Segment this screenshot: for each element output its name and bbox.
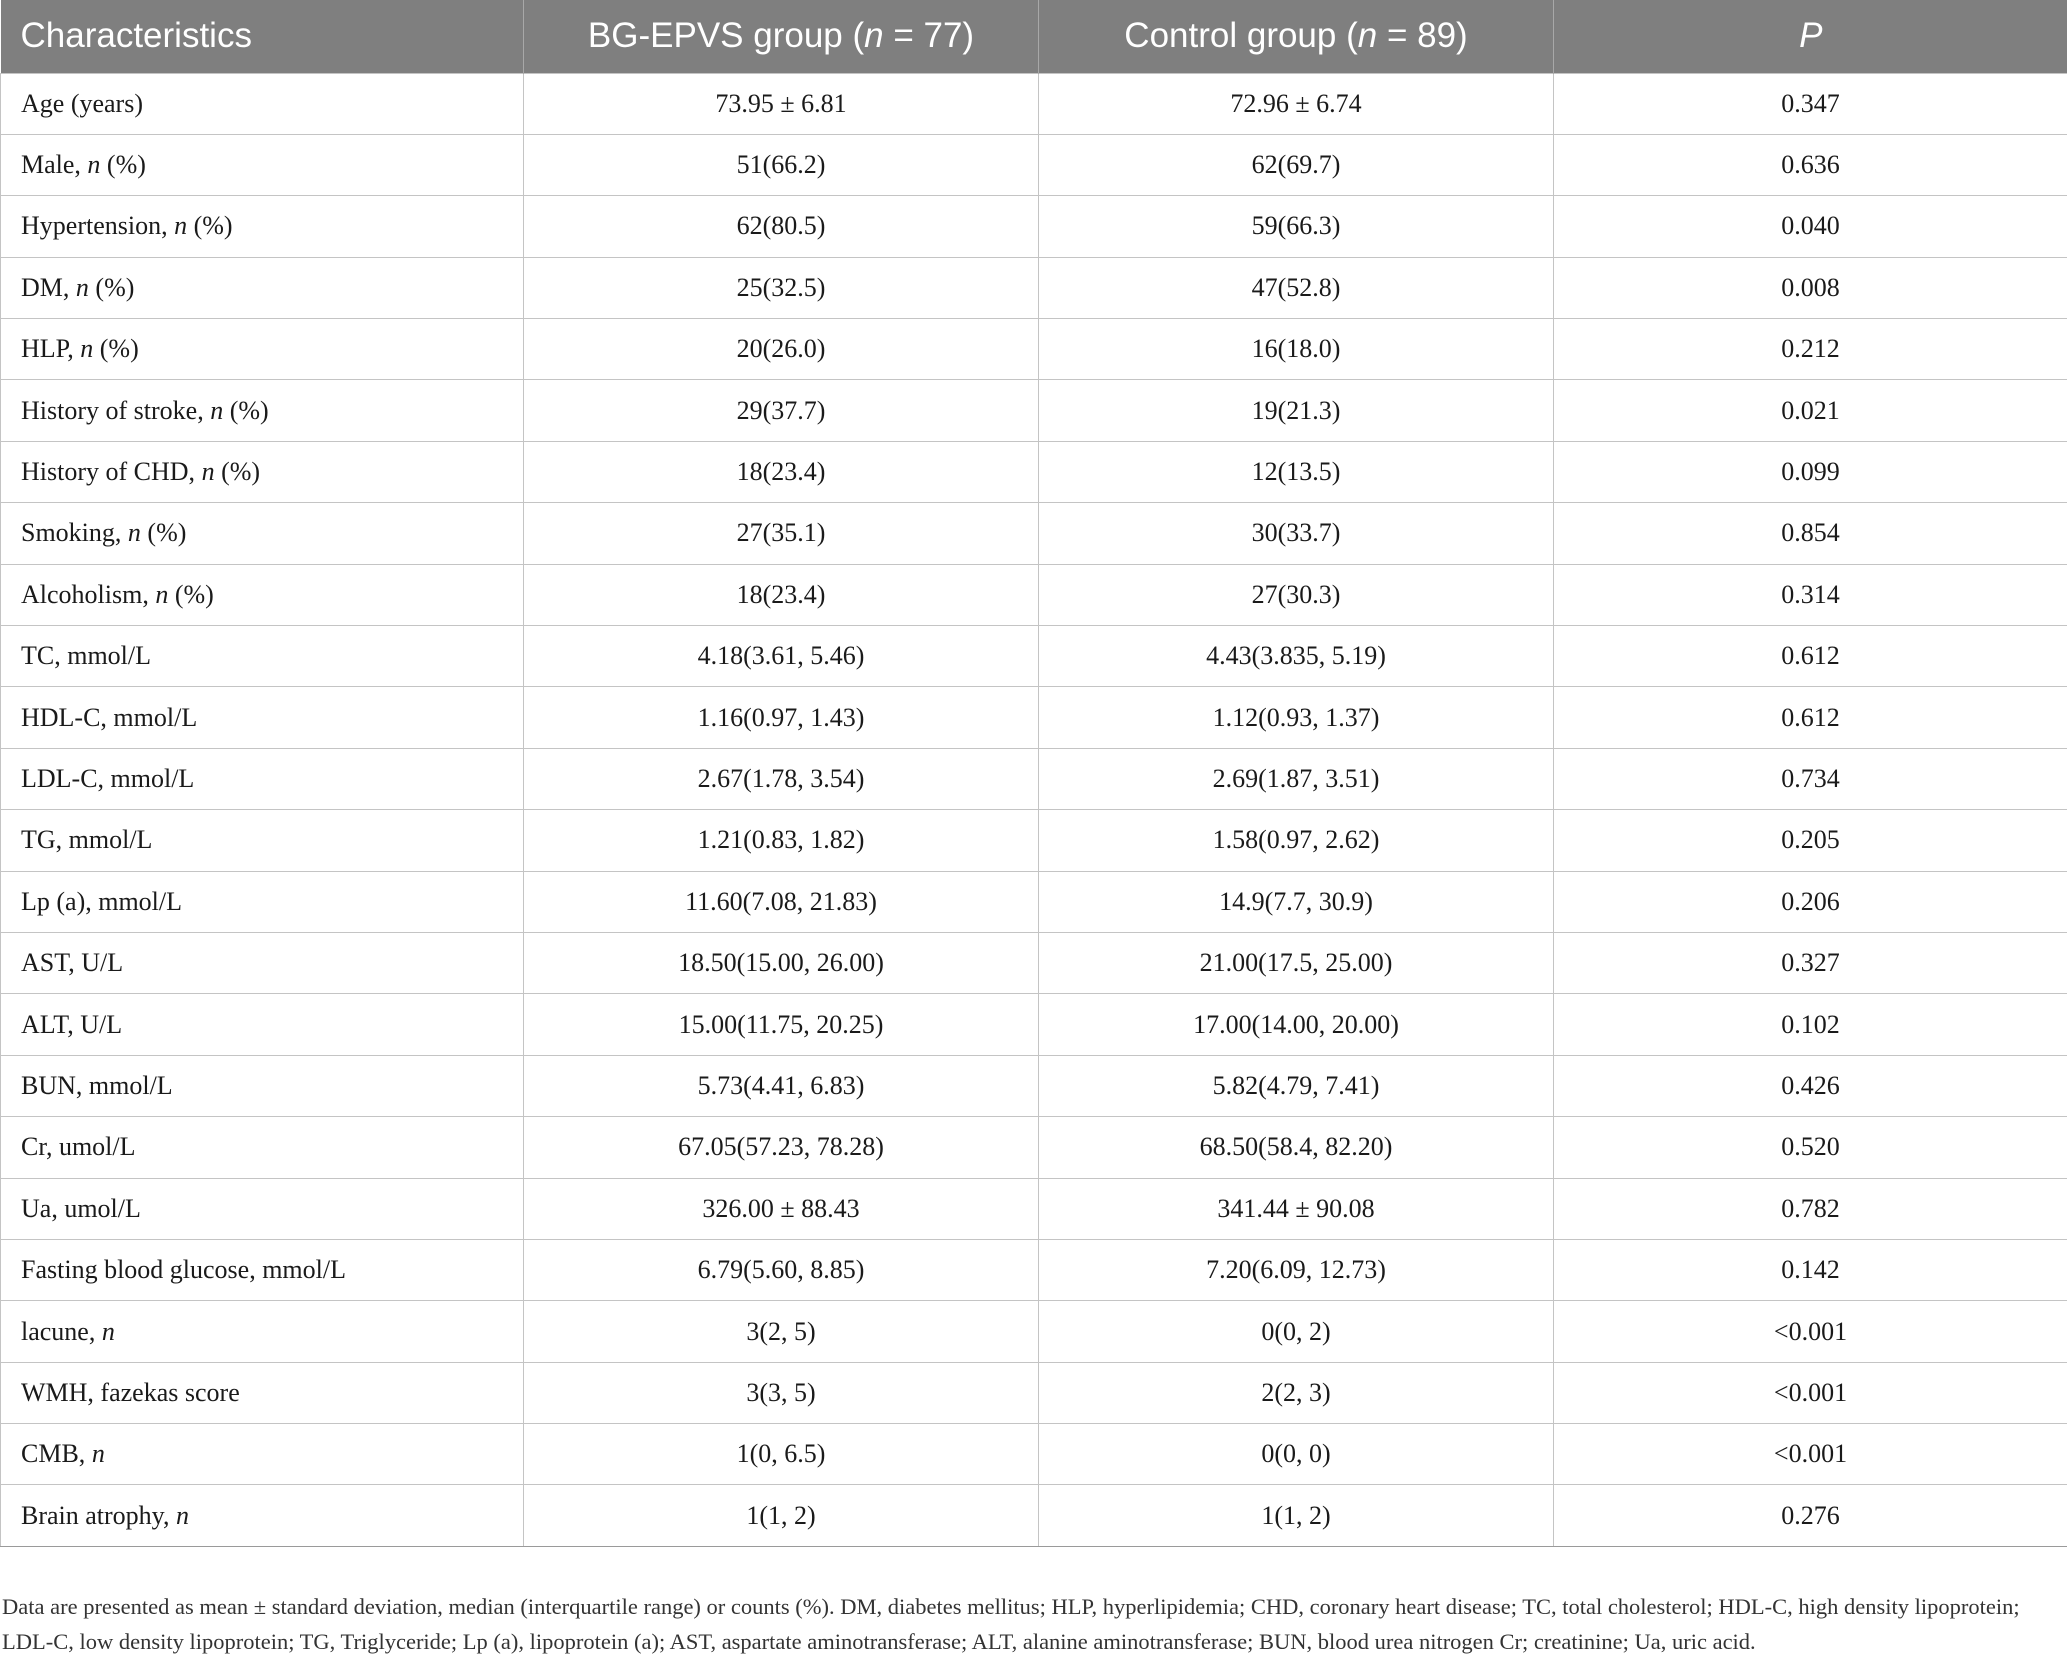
row-characteristic: Alcoholism, n (%): [1, 564, 524, 625]
row-bg-epvs-value: 25(32.5): [524, 257, 1039, 318]
table-row: [1, 134, 2067, 195]
row-control-value: 0(0, 2): [1039, 1301, 1554, 1362]
table-footnote: Data are presented as mean ± standard deviation, median (interquartile range) or counts (%). DM, diabetes mellitus; HLP, hyperlipidemia; CHD, coronary heart disease; TC, total cholesterol; HDL-C, high density lipoprotein; LDL-C, low density lipoprotein; TG, Triglyceride; Lp (a), lipoprotein (a); AST, aspartate aminotransferase; ALT, alanine aminotransferase; BUN, blood urea nitrogen Cr; creatinine; Ua, uric acid.: [2, 1594, 2020, 1654]
header-control-group: Control group (n = 89): [1039, 0, 1554, 73]
row-bg-epvs-value: 15.00(11.75, 20.25): [524, 994, 1039, 1055]
row-bg-epvs-value: 62(80.5): [524, 196, 1039, 257]
table-row: [1, 810, 2067, 871]
row-bg-epvs-value: 1(1, 2): [524, 1485, 1039, 1546]
row-p-value: 0.314: [1554, 564, 2067, 625]
row-bg-epvs-value: 51(66.2): [524, 134, 1039, 195]
row-characteristic: History of CHD, n (%): [1, 441, 524, 502]
table-row: [1, 503, 2067, 564]
row-p-value: 0.327: [1554, 932, 2067, 993]
row-control-value: 59(66.3): [1039, 196, 1554, 257]
row-control-value: 1(1, 2): [1039, 1485, 1554, 1546]
table-row: [1, 564, 2067, 625]
table-row: [1, 626, 2067, 687]
table-row: [1, 441, 2067, 502]
row-control-value: 21.00(17.5, 25.00): [1039, 932, 1554, 993]
row-bg-epvs-value: 6.79(5.60, 8.85): [524, 1239, 1039, 1300]
row-p-value: 0.276: [1554, 1485, 2067, 1546]
header-p-value: P: [1554, 0, 2067, 73]
row-characteristic: BUN, mmol/L: [1, 1055, 524, 1116]
row-characteristic: Brain atrophy, n: [1, 1485, 524, 1546]
row-characteristic: WMH, fazekas score: [1, 1362, 524, 1423]
row-bg-epvs-value: 3(3, 5): [524, 1362, 1039, 1423]
row-bg-epvs-value: 18(23.4): [524, 441, 1039, 502]
table-row: [1, 1424, 2067, 1485]
row-control-value: 62(69.7): [1039, 134, 1554, 195]
row-characteristic: AST, U/L: [1, 932, 524, 993]
header-bg-epvs-group: BG-EPVS group (n = 77): [524, 0, 1039, 73]
row-bg-epvs-value: 29(37.7): [524, 380, 1039, 441]
table-header: [1, 0, 2067, 73]
row-characteristic: Smoking, n (%): [1, 503, 524, 564]
row-control-value: 1.58(0.97, 2.62): [1039, 810, 1554, 871]
row-control-value: 68.50(58.4, 82.20): [1039, 1117, 1554, 1178]
row-bg-epvs-value: 27(35.1): [524, 503, 1039, 564]
table-row: [1, 196, 2067, 257]
row-control-value: 47(52.8): [1039, 257, 1554, 318]
row-bg-epvs-value: 18(23.4): [524, 564, 1039, 625]
table-row: [1, 1178, 2067, 1239]
row-control-value: 72.96 ± 6.74: [1039, 73, 1554, 134]
row-control-value: 5.82(4.79, 7.41): [1039, 1055, 1554, 1116]
row-bg-epvs-value: 20(26.0): [524, 319, 1039, 380]
row-characteristic: Cr, umol/L: [1, 1117, 524, 1178]
table-row: [1, 73, 2067, 134]
row-p-value: 0.636: [1554, 134, 2067, 195]
row-control-value: 16(18.0): [1039, 319, 1554, 380]
row-p-value: 0.205: [1554, 810, 2067, 871]
row-bg-epvs-value: 5.73(4.41, 6.83): [524, 1055, 1039, 1116]
row-bg-epvs-value: 2.67(1.78, 3.54): [524, 748, 1039, 809]
header-row: [1, 0, 2067, 73]
row-characteristic: lacune, n: [1, 1301, 524, 1362]
row-bg-epvs-value: 11.60(7.08, 21.83): [524, 871, 1039, 932]
row-p-value: <0.001: [1554, 1301, 2067, 1362]
row-p-value: 0.142: [1554, 1239, 2067, 1300]
row-control-value: 341.44 ± 90.08: [1039, 1178, 1554, 1239]
row-characteristic: TC, mmol/L: [1, 626, 524, 687]
header-characteristics: Characteristics: [20, 16, 252, 56]
row-characteristic: History of stroke, n (%): [1, 380, 524, 441]
row-p-value: 0.206: [1554, 871, 2067, 932]
row-control-value: 17.00(14.00, 20.00): [1039, 994, 1554, 1055]
row-characteristic: LDL-C, mmol/L: [1, 748, 524, 809]
row-bg-epvs-value: 73.95 ± 6.81: [524, 73, 1039, 134]
row-p-value: 0.040: [1554, 196, 2067, 257]
row-p-value: 0.520: [1554, 1117, 2067, 1178]
row-p-value: <0.001: [1554, 1424, 2067, 1485]
row-control-value: 2(2, 3): [1039, 1362, 1554, 1423]
row-p-value: 0.734: [1554, 748, 2067, 809]
row-p-value: <0.001: [1554, 1362, 2067, 1423]
row-bg-epvs-value: 4.18(3.61, 5.46): [524, 626, 1039, 687]
table-row: [1, 932, 2067, 993]
row-characteristic: HLP, n (%): [1, 319, 524, 380]
row-p-value: 0.612: [1554, 626, 2067, 687]
row-p-value: 0.008: [1554, 257, 2067, 318]
row-p-value: 0.426: [1554, 1055, 2067, 1116]
row-p-value: 0.347: [1554, 73, 2067, 134]
row-control-value: 30(33.7): [1039, 503, 1554, 564]
row-control-value: 27(30.3): [1039, 564, 1554, 625]
row-characteristic: HDL-C, mmol/L: [1, 687, 524, 748]
table-row: [1, 994, 2067, 1055]
row-control-value: 12(13.5): [1039, 441, 1554, 502]
table-row: [1, 748, 2067, 809]
row-characteristic: ALT, U/L: [1, 994, 524, 1055]
table-row: [1, 1055, 2067, 1116]
row-control-value: 14.9(7.7, 30.9): [1039, 871, 1554, 932]
row-bg-epvs-value: 1.16(0.97, 1.43): [524, 687, 1039, 748]
row-p-value: 0.021: [1554, 380, 2067, 441]
row-characteristic: TG, mmol/L: [1, 810, 524, 871]
row-characteristic: Male, n (%): [1, 134, 524, 195]
table-row: [1, 1362, 2067, 1423]
row-control-value: 19(21.3): [1039, 380, 1554, 441]
row-p-value: 0.854: [1554, 503, 2067, 564]
row-control-value: 0(0, 0): [1039, 1424, 1554, 1485]
row-bg-epvs-value: 67.05(57.23, 78.28): [524, 1117, 1039, 1178]
row-characteristic: Lp (a), mmol/L: [1, 871, 524, 932]
row-control-value: 7.20(6.09, 12.73): [1039, 1239, 1554, 1300]
table-row: [1, 1485, 2067, 1546]
row-p-value: 0.212: [1554, 319, 2067, 380]
row-bg-epvs-value: 1.21(0.83, 1.82): [524, 810, 1039, 871]
table-body: [1, 73, 2067, 1546]
row-characteristic: DM, n (%): [1, 257, 524, 318]
row-p-value: 0.102: [1554, 994, 2067, 1055]
table-row: [1, 380, 2067, 441]
table-row: [1, 1239, 2067, 1300]
row-characteristic: Ua, umol/L: [1, 1178, 524, 1239]
table-row: [1, 319, 2067, 380]
row-bg-epvs-value: 326.00 ± 88.43: [524, 1178, 1039, 1239]
row-p-value: 0.782: [1554, 1178, 2067, 1239]
table-row: [1, 1117, 2067, 1178]
row-p-value: 0.099: [1554, 441, 2067, 502]
row-bg-epvs-value: 18.50(15.00, 26.00): [524, 932, 1039, 993]
row-control-value: 4.43(3.835, 5.19): [1039, 626, 1554, 687]
row-control-value: 2.69(1.87, 3.51): [1039, 748, 1554, 809]
row-characteristic: CMB, n: [1, 1424, 524, 1485]
table-row: [1, 687, 2067, 748]
row-bg-epvs-value: 3(2, 5): [524, 1301, 1039, 1362]
row-characteristic: Hypertension, n (%): [1, 196, 524, 257]
table-row: [1, 871, 2067, 932]
row-characteristic: Fasting blood glucose, mmol/L: [1, 1239, 524, 1300]
table-row: [1, 1301, 2067, 1362]
row-characteristic: Age (years): [1, 73, 524, 134]
table-row: [1, 257, 2067, 318]
row-bg-epvs-value: 1(0, 6.5): [524, 1424, 1039, 1485]
row-control-value: 1.12(0.93, 1.37): [1039, 687, 1554, 748]
row-p-value: 0.612: [1554, 687, 2067, 748]
